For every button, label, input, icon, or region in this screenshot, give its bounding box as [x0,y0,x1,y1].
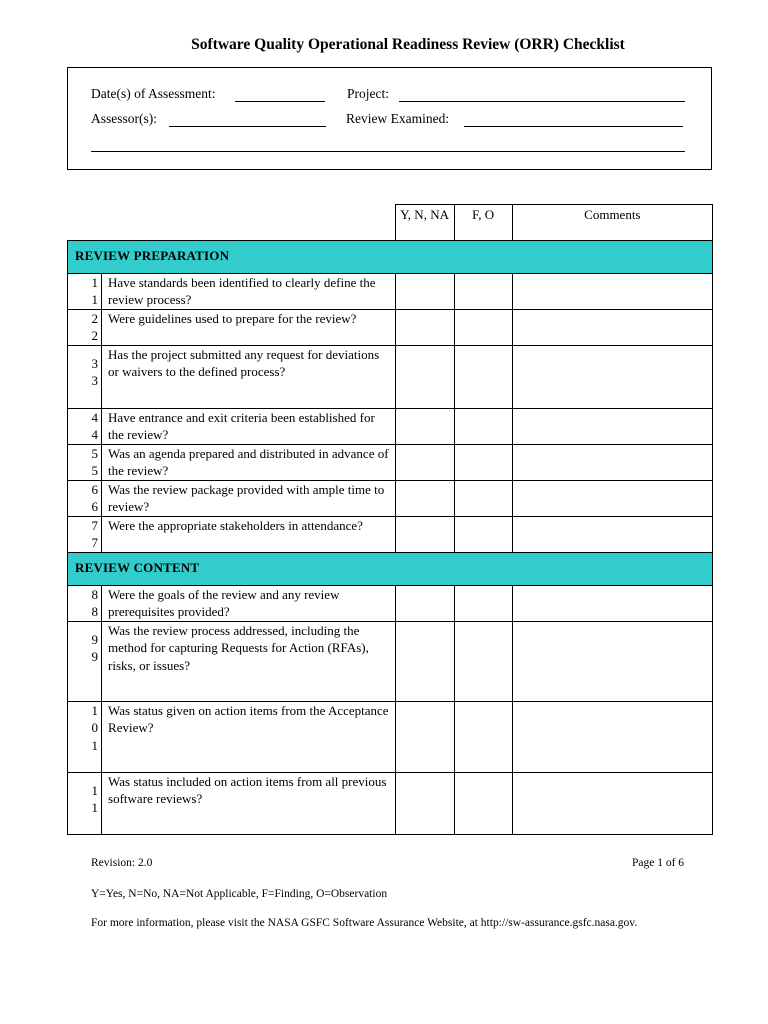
table-row [68,481,713,517]
ynna-cell[interactable] [395,517,454,553]
table-row [68,702,713,773]
item-number-digit: 5 [91,463,99,479]
checklist-question: Has the project submitted any request for deviations or waivers to the defined process? [102,346,395,409]
comments-cell[interactable] [512,310,712,346]
comments-cell[interactable] [512,517,712,553]
item-number-digit: 7 [91,518,99,533]
item-number [68,445,102,481]
item-number-digit: 1 [91,737,99,753]
fo-cell[interactable] [454,346,512,409]
fo-cell[interactable] [454,586,512,622]
item-number-digit: 4 [91,410,99,425]
column-header-comments: Comments [512,205,712,241]
item-number-digit: 1 [91,703,99,718]
fo-cell[interactable] [454,517,512,553]
item-number [68,409,102,445]
comments-cell[interactable] [512,481,712,517]
project-label: Project: [347,86,389,101]
checklist-question: Was status given on action items from the Acceptance Review? [102,702,395,773]
fo-cell[interactable] [454,481,512,517]
item-number-digit: 8 [91,587,99,602]
page-number: Page 1 of 6 [632,857,685,869]
checklist-question: Have entrance and exit criteria been established for the review? [102,409,395,445]
section-header-row [68,553,713,586]
legend-text: Y=Yes, N=No, NA=Not Applicable, F=Finding, O=Observation [91,888,388,900]
ynna-cell[interactable] [395,274,454,310]
table-row [68,773,713,835]
item-number-digit: 3 [91,373,99,389]
section-title: REVIEW PREPARATION [68,241,713,274]
fo-cell[interactable] [454,622,512,702]
page-title: Software Quality Operational Readiness Review (ORR) Checklist [191,36,625,53]
ynna-cell[interactable] [395,346,454,409]
table-row [68,346,713,409]
item-number-digit: 1 [91,800,99,816]
more-info-text: For more information, please visit the NASA GSFC Software Assurance Website, at http://sw-assurance.gsfc.nasa.gov. [91,917,638,929]
item-number [68,274,102,310]
item-number [68,517,102,553]
item-number [68,622,102,702]
ynna-cell[interactable] [395,310,454,346]
ynna-cell[interactable] [395,409,454,445]
comments-cell[interactable] [512,773,712,835]
ynna-cell[interactable] [395,702,454,773]
table-row [68,622,713,702]
date-field[interactable] [235,101,325,102]
table-row [68,274,713,310]
item-number-digit: 1 [91,292,99,308]
comments-cell[interactable] [512,702,712,773]
ynna-cell[interactable] [395,622,454,702]
fo-cell[interactable] [454,409,512,445]
item-number [68,346,102,409]
date-label: Date(s) of Assessment: [91,86,216,101]
item-number-digit: 0 [91,720,99,736]
item-number [68,310,102,346]
item-number-digit: 9 [91,632,99,647]
item-number-digit: 2 [91,311,99,326]
table-row [68,409,713,445]
checklist-question: Was an agenda prepared and distributed in advance of the review? [102,445,395,481]
section-title: REVIEW CONTENT [68,553,713,586]
item-number-digit: 8 [91,604,99,620]
review-examined-field[interactable] [464,126,683,127]
checklist-question: Was the review package provided with ample time to review? [102,481,395,517]
comments-cell[interactable] [512,346,712,409]
table-row [68,445,713,481]
section-header-row [68,241,713,274]
item-number-digit: 7 [91,535,99,551]
item-number [68,773,102,835]
assessor-field[interactable] [169,126,326,127]
checklist-question: Were the appropriate stakeholders in attendance? [102,517,395,553]
ynna-cell[interactable] [395,773,454,835]
checklist-question: Were the goals of the review and any review prerequisites provided? [102,586,395,622]
comments-cell[interactable] [512,445,712,481]
column-header-ynna: Y, N, NA [395,205,454,241]
assessor-label: Assessor(s): [91,111,157,126]
table-row [68,517,713,553]
checklist-question: Were guidelines used to prepare for the review? [102,310,395,346]
ynna-cell[interactable] [395,481,454,517]
item-number-digit: 1 [91,275,99,290]
item-number-digit: 3 [91,356,99,371]
fo-cell[interactable] [454,274,512,310]
item-number-digit: 5 [91,446,99,461]
fo-cell[interactable] [454,310,512,346]
header-blank [68,205,396,241]
revision-text: Revision: 2.0 [91,857,153,869]
ynna-cell[interactable] [395,445,454,481]
table-header-row [68,205,713,241]
checklist-question: Was status included on action items from all previous software reviews? [102,773,395,835]
comments-cell[interactable] [512,622,712,702]
fo-cell[interactable] [454,702,512,773]
item-number [68,586,102,622]
fo-cell[interactable] [454,445,512,481]
table-row [68,586,713,622]
assessment-info-box [67,67,712,170]
item-number [68,702,102,773]
notes-line[interactable] [91,151,685,152]
table-row [68,310,713,346]
item-number [68,481,102,517]
item-number-digit: 9 [91,649,99,665]
project-field[interactable] [399,101,685,102]
item-number-digit: 1 [91,783,99,798]
column-header-fo: F, O [454,205,512,241]
checklist-table [67,204,713,835]
review-examined-label: Review Examined: [346,111,450,126]
fo-cell[interactable] [454,773,512,835]
comments-cell[interactable] [512,586,712,622]
item-number-digit: 4 [91,427,99,443]
item-number-digit: 2 [91,328,99,344]
checklist-question: Was the review process addressed, including the method for capturing Requests for Action (RFAs), risks, or issues? [102,622,395,702]
checklist-question: Have standards been identified to clearly define the review process? [102,274,395,310]
comments-cell[interactable] [512,274,712,310]
comments-cell[interactable] [512,409,712,445]
item-number-digit: 6 [91,482,99,497]
ynna-cell[interactable] [395,586,454,622]
item-number-digit: 6 [91,499,99,515]
